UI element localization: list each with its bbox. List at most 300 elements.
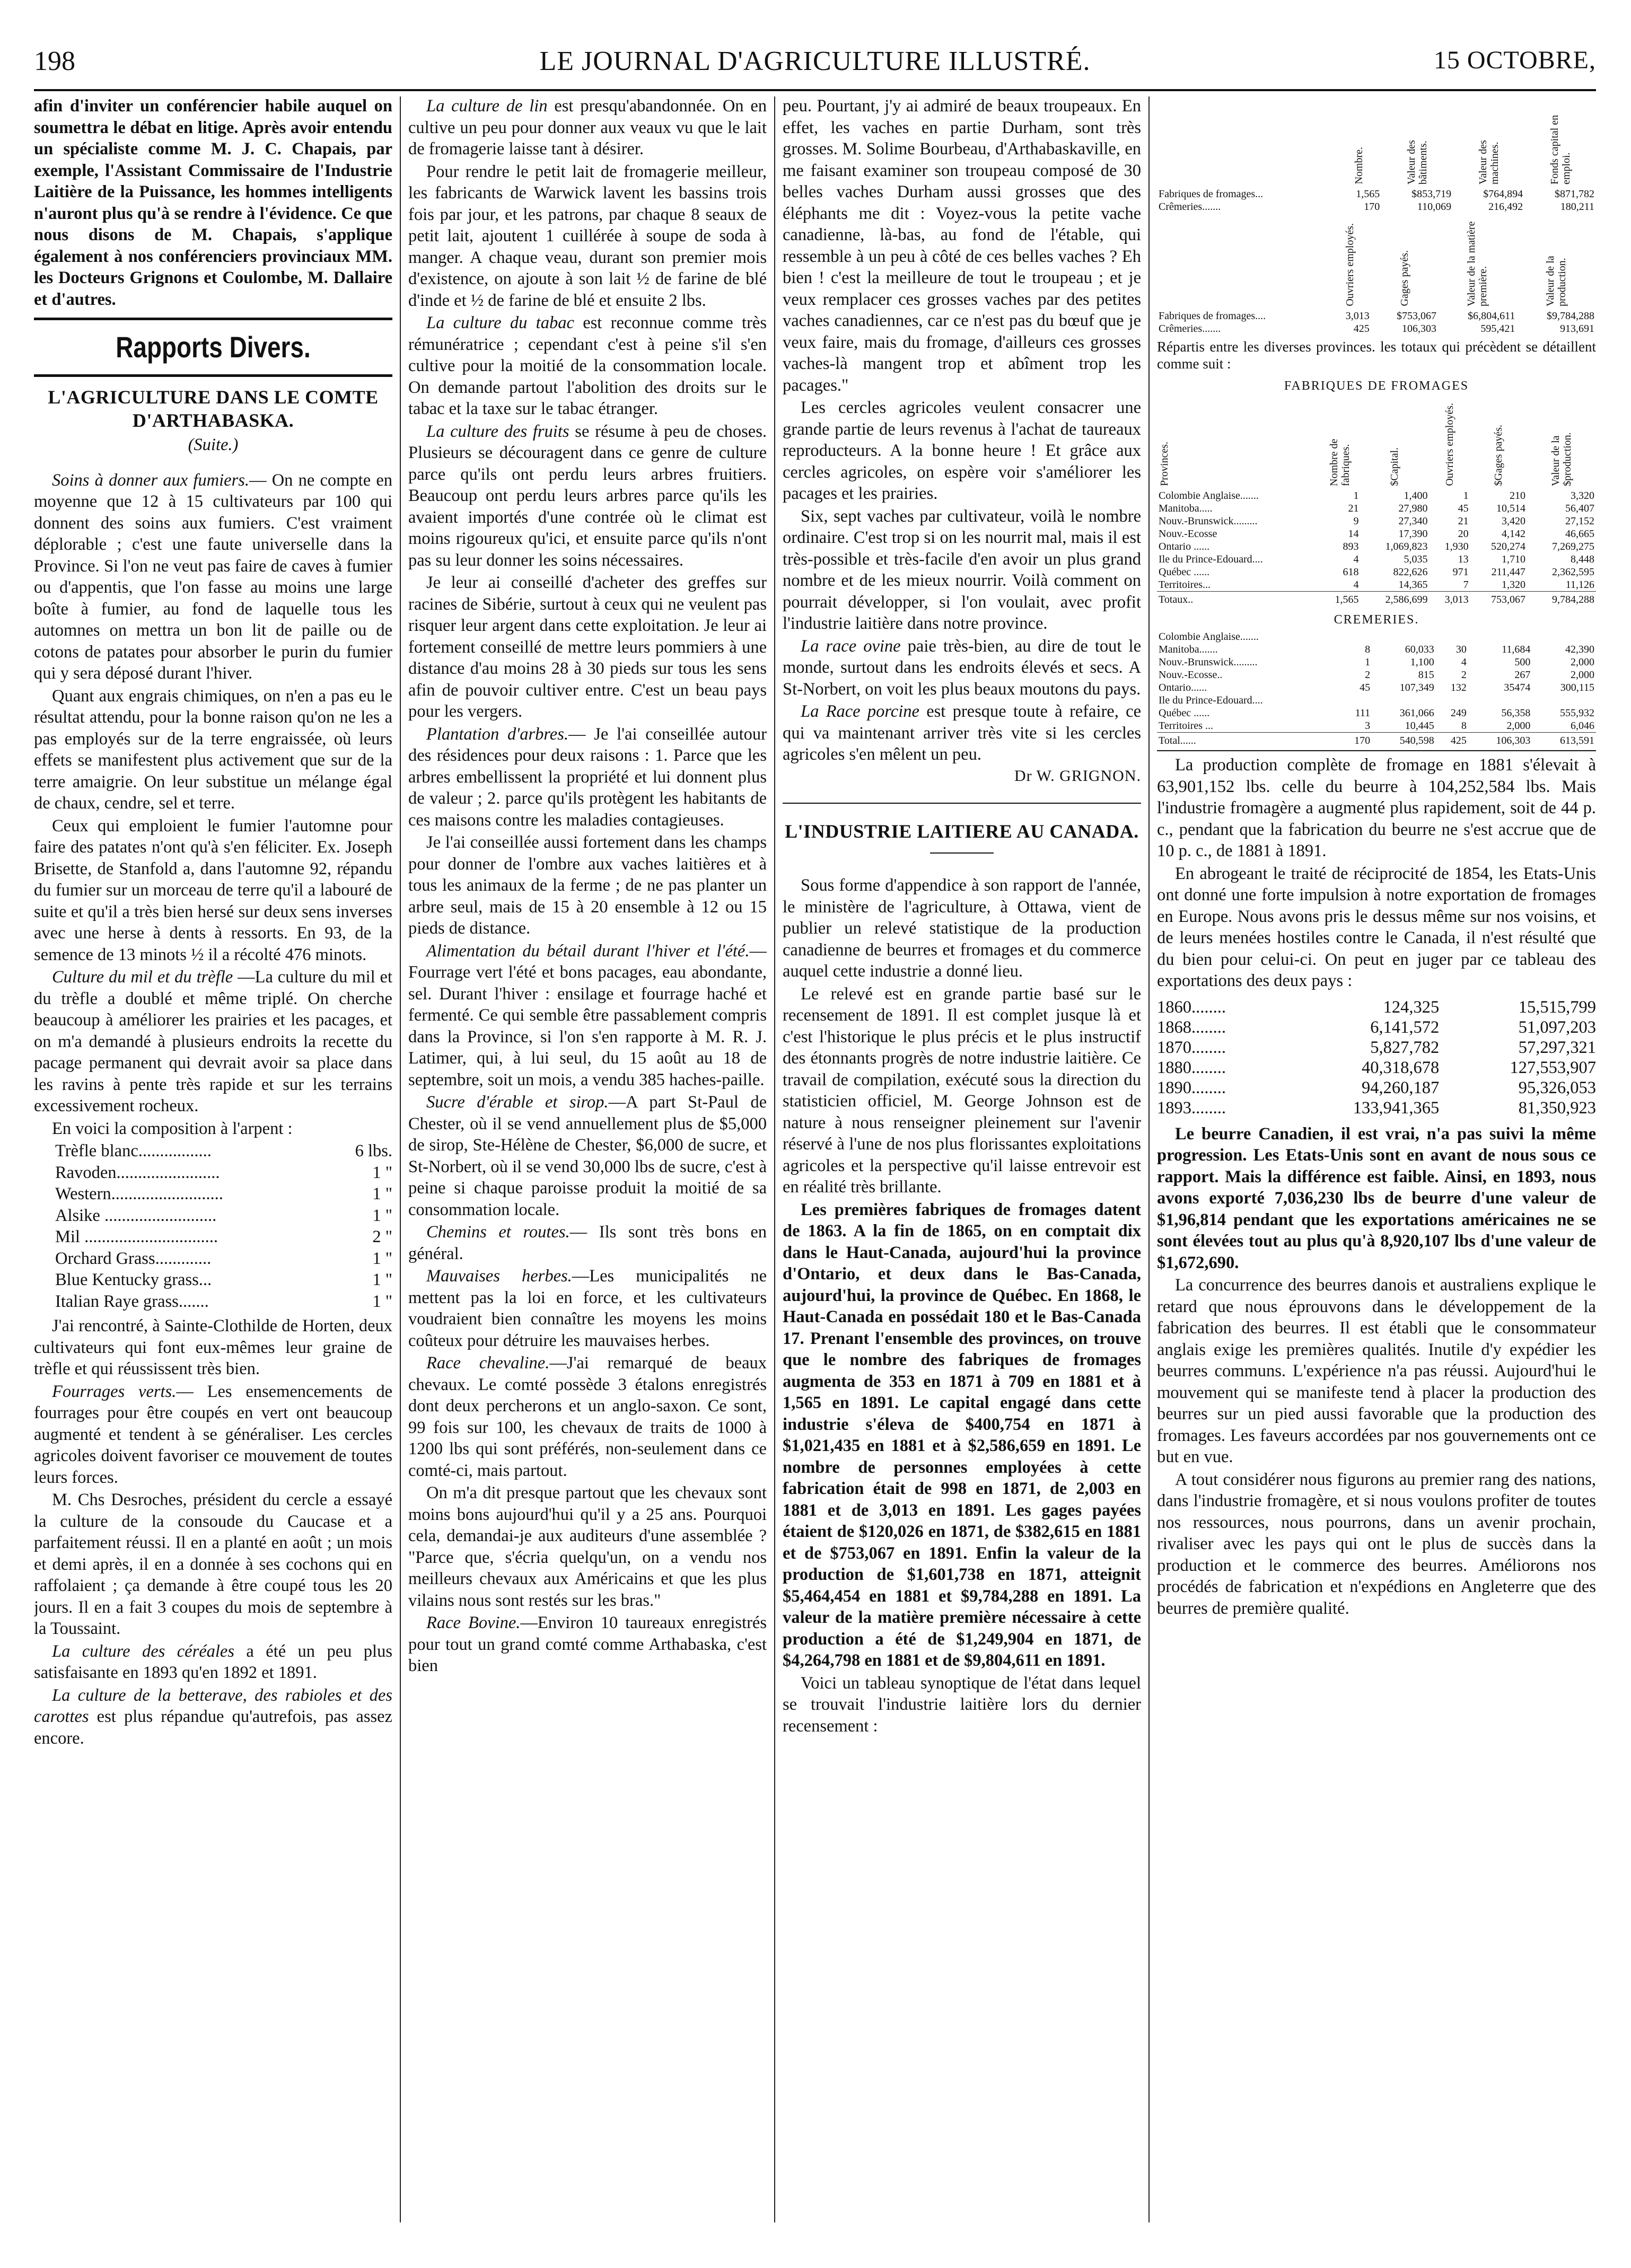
row-label: Québec ...... bbox=[1159, 566, 1210, 578]
table-cell: 249 bbox=[1450, 707, 1467, 719]
table-cell: 35474 bbox=[1504, 682, 1531, 693]
paragraph bbox=[783, 701, 1141, 766]
paragraph-text: —Fourrage vert l'été et bons pacages, eau abondante, sel. Durant l'hiver : ensilage et fourrage haché et fermenté. Ce qui semble être passablement compris dans la Province, si l'on s'en rapporte à M. R. J. Latimer, qui, à lui seul, du 15 août au 18 de septembre, soit un mois, a vendu 385 haches-paille. bbox=[408, 941, 767, 1089]
table-row bbox=[1157, 719, 1596, 733]
run-in-heading: La culture de lin bbox=[426, 96, 548, 116]
table-header-cell bbox=[1516, 217, 1596, 310]
table-cell: 46,665 bbox=[1565, 528, 1594, 540]
table-cell: 500 bbox=[1514, 656, 1531, 668]
paragraph-text: est presqu'abandonnée. On en cultive un peu pour donner aux veaux vu que le lait de fromagerie laisse tant à désirer. bbox=[408, 96, 767, 159]
table-cell: 13 bbox=[1458, 553, 1469, 565]
table-cell: 3,013 bbox=[1429, 591, 1470, 606]
paragraph: Six, sept vaches par cultivateur, voilà le nombre ordinaire. C'est trop si on les nourrit mal, mais il est très-possible et très-facile d'en avoir un plus grand nombre et de les mieux nourrir. Voilà comment on pourrait développer, si l'on voulait, avec profit l'industrie laitière dans notre province. bbox=[783, 506, 1141, 633]
table-row bbox=[1157, 188, 1596, 200]
table-cell: 170 bbox=[1364, 201, 1380, 213]
issue-date: 15 OCTOBRE, bbox=[1433, 46, 1596, 74]
list-item bbox=[55, 1183, 392, 1205]
table-cell: 110,069 bbox=[1417, 201, 1452, 213]
run-in-heading: La culture des céréales bbox=[52, 1641, 235, 1661]
table-row bbox=[1157, 489, 1596, 502]
table-cell: 132 bbox=[1450, 682, 1467, 693]
table-cell: 4 bbox=[1461, 656, 1467, 668]
table-cell: 893 bbox=[1343, 540, 1359, 552]
table-row bbox=[1157, 707, 1596, 719]
table-cell: 2,000 bbox=[1571, 656, 1594, 668]
table-cell: 17,390 bbox=[1398, 528, 1428, 540]
table-cell bbox=[1468, 694, 1532, 707]
run-in-heading: La culture du tabac bbox=[426, 313, 574, 332]
table-cell: 133,941,365 bbox=[1353, 1098, 1440, 1118]
paragraph bbox=[408, 940, 767, 1091]
table-row bbox=[1157, 681, 1596, 694]
table-cell: 106,303 bbox=[1401, 323, 1436, 335]
table-cell: 57,297,321 bbox=[1518, 1038, 1596, 1057]
table-cell: 815 bbox=[1418, 669, 1434, 681]
table-header-cell bbox=[1527, 397, 1596, 489]
column-heading: Nombre de fabriques. bbox=[1328, 438, 1352, 486]
paragraph-text: —Environ 10 taureaux enregistrés pour tout un grand comté comme Arthabaska, c'est bien bbox=[408, 1613, 767, 1675]
paragraph bbox=[408, 1221, 767, 1264]
table-cell: 913,691 bbox=[1560, 323, 1594, 335]
table-cell: $6,804,611 bbox=[1468, 310, 1515, 322]
table-cell: 45 bbox=[1458, 502, 1469, 514]
table-cell: 51,097,203 bbox=[1518, 1017, 1596, 1037]
table-cell bbox=[1468, 630, 1532, 643]
column-rule bbox=[774, 96, 775, 2222]
table-cell: 21 bbox=[1348, 502, 1359, 514]
list-item bbox=[55, 1162, 392, 1184]
table-cell: 81,350,923 bbox=[1518, 1098, 1596, 1118]
page-number: 198 bbox=[34, 46, 75, 76]
table-cell: 2 bbox=[1365, 669, 1371, 681]
paragraph-text: — Ils sont très bons en général. bbox=[408, 1223, 767, 1263]
item-qty: 1 " bbox=[372, 1249, 392, 1268]
table-cell: 425 bbox=[1436, 733, 1468, 748]
column-heading: Gages payés. bbox=[1398, 250, 1410, 306]
paragraph-text: a été un peu plus satisfaisante en 1893 qu'en 1892 et 1891. bbox=[34, 1641, 392, 1682]
paragraph: La concurrence des beurres danois et australiens explique le retard que nous éprouvons dans le développement de la fabrication des beurres. Il est établi que le consommateur anglais exige les premières qualités. Inutile d'y expédier les beurres communs. L'expérience n'a pas réussi. Aujourd'hui le mouvement qui se manifeste tend à placer la production des beurres sur un pied aussi favorable que la production des fromages. Les faveurs accordées par nos gouvernements ont ce but en vue. bbox=[1157, 1276, 1596, 1466]
item-qty: 2 " bbox=[372, 1227, 392, 1246]
table-header-cell bbox=[1371, 217, 1438, 310]
table-row bbox=[1157, 1058, 1596, 1078]
table-header-row bbox=[1157, 397, 1596, 489]
paragraph: Quant aux engrais chimiques, on n'en a pas eu le résultat attendu, pour la bonne raison qu'on ne les a pas employés sur de la terre engraissée, où leurs effets se manifestent plus activement que sur de la terre amaigrie. On leur substitue un mélange égal de chaux, cendre, sel et terre. bbox=[34, 686, 392, 813]
table-cell: 4 bbox=[1353, 578, 1359, 591]
table-row bbox=[1157, 1098, 1596, 1118]
row-label: Ontario...... bbox=[1159, 682, 1207, 693]
row-label: Colombie Anglaise....... bbox=[1159, 631, 1259, 643]
list-item bbox=[55, 1269, 392, 1291]
column-heading: Valeur des machines. bbox=[1477, 140, 1501, 184]
table-cell: 520,274 bbox=[1490, 540, 1525, 552]
table-cell: 20 bbox=[1458, 528, 1469, 540]
item-name: Ravoden........................ bbox=[55, 1163, 220, 1182]
item-qty: 1 " bbox=[372, 1163, 392, 1182]
table-header-row bbox=[1157, 217, 1596, 310]
run-in-heading: Race chevaline. bbox=[426, 1353, 550, 1373]
paragraph bbox=[34, 1685, 392, 1750]
table-cell: $9,784,288 bbox=[1547, 310, 1594, 322]
paragraph-text: — Je l'ai conseillée autour des résidences pour deux raisons : 1. Parce que les arbres embellissent la propriété et lui donnent plus de valeur ; 2. parce qu'ils protègent les habitants de ces maisons contre les maladies contagieuses. bbox=[408, 724, 767, 830]
row-label: Nouv.-Ecosse bbox=[1159, 528, 1217, 540]
header-rule bbox=[34, 89, 1596, 91]
dairy-summary-table-1 bbox=[1157, 95, 1596, 213]
column-3 bbox=[783, 95, 1141, 2237]
article-subtitle: (Suite.) bbox=[188, 435, 239, 454]
section-title: Rapports Divers. bbox=[116, 330, 311, 364]
dairy-summary-table-2 bbox=[1157, 217, 1596, 335]
column-heading: $Gages payés. bbox=[1493, 424, 1505, 486]
table-cell: 170 bbox=[1339, 733, 1372, 748]
table-cell: 540,598 bbox=[1372, 733, 1436, 748]
column-heading: Ouvriers employés. bbox=[1444, 402, 1456, 486]
table-cell: 1,565 bbox=[1319, 591, 1360, 606]
table-cell: 1,710 bbox=[1501, 553, 1525, 565]
table-row bbox=[1157, 997, 1596, 1017]
paragraph: Ceux qui emploient le fumier l'automne pour faire des patates n'ont qu'à s'en féliciter. Ex. Joseph Brisette, de Stanfold a, dans l'automne 92, répandu du fumier sur un morceau de terre qu'il a labouré de suite et qu'il a très bien hersé sur deux sens inverses avec une herse à dents à ressorts. En 93, de la semence de 13 minots ½ il a récolté 476 minots. bbox=[34, 816, 392, 964]
paragraph bbox=[408, 1612, 767, 1677]
table-cell: 1,565 bbox=[1356, 188, 1380, 200]
table-cell: 613,591 bbox=[1532, 733, 1596, 748]
run-in-heading: Sucre d'érable et sirop. bbox=[426, 1093, 609, 1112]
paragraph: Les cercles agricoles veulent consacrer une grande partie de leurs revenus à l'achat de taureaux reproducteurs. A la bonne heure ! Et grâce aux cercles agricoles, on espère voir s'améliorer les pacages et les prairies. bbox=[783, 398, 1141, 503]
year-cell: 1893........ bbox=[1157, 1098, 1226, 1118]
table-row bbox=[1157, 669, 1596, 681]
article-title: L'AGRICULTURE DANS LE COMTE D'ARTHABASKA. bbox=[48, 386, 379, 431]
paragraph: Sous forme d'appendice à son rapport de l'année, le ministère de l'agriculture, à Ottawa, vient de publier un relevé statistique de la production canadienne de beurres et fromages et du commerce auquel cette industrie a donné lieu. bbox=[783, 876, 1141, 981]
item-name: Blue Kentucky grass... bbox=[55, 1270, 212, 1289]
table-cell: 9,784,288 bbox=[1527, 591, 1596, 606]
table-cell: 1,320 bbox=[1501, 578, 1525, 591]
creameries-table bbox=[1157, 630, 1596, 747]
table-cell: 267 bbox=[1514, 669, 1531, 681]
run-in-heading: La culture des fruits bbox=[426, 421, 569, 441]
list-item bbox=[55, 1248, 392, 1270]
table-cell: 42,390 bbox=[1565, 644, 1594, 655]
table-header-cell bbox=[1381, 95, 1453, 188]
paragraph: Les premières fabriques de fromages datent de 1863. A la fin de 1865, on en comptait dix dans le Haut-Canada, aujourd'hui la province d'Ontario, et deux dans le Bas-Canada, aujourd'hui, la province de Québec. En 1868, le Haut-Canada en possédait 180 et le Bas-Canada 17. Prenant l'ensemble des provinces, on trouve que le nombre des fabriques de fromages augmenta de 353 en 1871 à 709 en 1881 et à 1,565 en 1891. Le capital engagé dans cette industrie s'éleva de $400,754 en 1871 à $1,021,435 en 1881 et à $2,586,659 en 1891. Le nombre de personnes employées à cette fabrication était de 998 en 1871, de 2,003 en 1881 et de 3,013 en 1891. Les gages payées étaient de $120,026 en 1871, de $382,615 en 1881 et de $753,067 en 1891. Enfin la valeur de la production de $1,601,738 en 1871, atteignit $5,464,454 en 1881 et $9,784,288 en 1891. La valeur de la matière première nécessaire à cette production a été de $1,249,904 en 1871, de $4,264,798 en 1881 et de $9,804,611 en 1891. bbox=[783, 1200, 1141, 1670]
table-row bbox=[1157, 694, 1596, 707]
title-rule bbox=[930, 852, 994, 854]
year-cell: 1890........ bbox=[1157, 1078, 1226, 1097]
table-cell: 971 bbox=[1452, 566, 1469, 578]
paragraph bbox=[34, 470, 392, 684]
row-label: Nouv.-Brunswick......... bbox=[1159, 656, 1258, 668]
run-in-heading: Fourrages verts. bbox=[52, 1382, 177, 1401]
row-label: Ile du Prince-Edouard.... bbox=[1159, 695, 1263, 706]
paragraph: Pour rendre le petit lait de fromagerie meilleur, les fabricants de Warwick lavent les bassins trois fois par jour, et les patrons, par chaque 8 seaux de petit lait, ajoutent 1 cuillérée à soupe de soda à manger. A chaque veau, durant son premier mois d'existence, on ajoute à son lait ½ de farine de blé d'inde et ½ de farine de blé et ensuite 2 lbs. bbox=[408, 162, 767, 310]
table-cell: 216,492 bbox=[1488, 201, 1523, 213]
run-in-heading: Alimentation du bétail durant l'hiver et l'été. bbox=[426, 941, 750, 961]
table-header-cell bbox=[1438, 217, 1516, 310]
paragraph bbox=[408, 95, 767, 160]
table-cell: $764,894 bbox=[1483, 188, 1523, 200]
table-row bbox=[1157, 502, 1596, 515]
table-header-cell bbox=[1429, 397, 1470, 489]
table-cell bbox=[1436, 630, 1468, 643]
table-cell: 95,326,053 bbox=[1518, 1078, 1596, 1097]
table-cell bbox=[1532, 630, 1596, 643]
paragraph: Je leur ai conseillé d'acheter des greffes sur racines de Sibérie, surtout à ceux qui ne veulent pas risquer leur argent dans cette exploitation. Je leur ai fortement conseillé de mettre leurs pommiers à une distance d'au moins 28 à 30 pieds sur tous les sens afin de pouvoir cultiver entre. C'est un beau pays pour les vergers. bbox=[408, 573, 767, 721]
list-item bbox=[55, 1226, 392, 1248]
item-name: Italian Raye grass....... bbox=[55, 1291, 209, 1311]
table-cell: 14 bbox=[1348, 528, 1359, 540]
paragraph-text: est plus répandue qu'autrefois, pas assez encore. bbox=[34, 1707, 392, 1748]
column-rule bbox=[1148, 96, 1150, 2222]
table-cell: 595,421 bbox=[1480, 323, 1515, 335]
row-label: Québec ...... bbox=[1159, 707, 1210, 719]
table-cell: 822,626 bbox=[1393, 566, 1428, 578]
table-header-cell bbox=[1360, 397, 1429, 489]
table-cell: 106,303 bbox=[1468, 733, 1532, 748]
table-cell: 124,325 bbox=[1383, 997, 1440, 1017]
seed-mix-list bbox=[55, 1140, 392, 1312]
table-header-cell bbox=[1157, 95, 1336, 188]
paragraph-text: —A part St-Paul de Chester, où il se vend annuellement plus de $5,000 de sirop, Ste-Hélène de Chester, $6,000 de sucre, et St-Norbert, où il se vend 30,000 lbs de sucre, c'est à peine si chaque paroisse produit la moitié de sa consommation locale. bbox=[408, 1093, 767, 1219]
item-qty: 1 " bbox=[372, 1184, 392, 1203]
table-cell: 1,100 bbox=[1410, 656, 1434, 668]
section-rule bbox=[34, 318, 392, 320]
table-cell: 10,514 bbox=[1496, 502, 1525, 514]
table-cell: 6,046 bbox=[1571, 720, 1594, 732]
paragraph: Répartis entre les diverses provinces. les totaux qui précèdent se détaillent comme suit : bbox=[1157, 339, 1596, 372]
table-cell: 15,515,799 bbox=[1518, 997, 1596, 1017]
row-label: Manitoba....... bbox=[1159, 644, 1218, 655]
table-cell: 180,211 bbox=[1560, 201, 1594, 213]
journal-title: LE JOURNAL D'AGRICULTURE ILLUSTRÉ. bbox=[539, 46, 1091, 76]
paragraph-text: est reconnue comme très rémunératrice ; cependant c'est à peine s'il s'en cultive pour la moitié de la consommation locale. On demande partout l'abolition des droits sur le tabac et la taxe sur le tabac étranger. bbox=[408, 313, 767, 418]
run-in-heading: Soins à donner aux fumiers. bbox=[52, 470, 250, 490]
table-cell: 111 bbox=[1355, 707, 1371, 719]
row-label: Ontario ...... bbox=[1159, 540, 1210, 552]
paragraph bbox=[408, 312, 767, 420]
column-heading: Valeur des bâtiments. bbox=[1405, 140, 1429, 184]
row-label: Totaux.. bbox=[1157, 591, 1319, 606]
table-row bbox=[1157, 1038, 1596, 1058]
column-heading: Valeur de la production. bbox=[1545, 256, 1568, 306]
table-cell: 27,152 bbox=[1565, 515, 1594, 527]
table-cell: 30 bbox=[1455, 644, 1467, 655]
year-cell: 1880........ bbox=[1157, 1058, 1226, 1077]
paragraph bbox=[408, 1352, 767, 1481]
table-header-cell bbox=[1524, 95, 1596, 188]
table-cell: 3,320 bbox=[1571, 489, 1594, 502]
table-cell: 14,365 bbox=[1398, 578, 1428, 591]
run-in-heading: Plantation d'arbres. bbox=[426, 724, 568, 744]
row-label: Nouv.-Ecosse.. bbox=[1159, 669, 1223, 681]
run-in-heading: Chemins et routes. bbox=[426, 1223, 570, 1242]
item-name: Trèfle blanc................. bbox=[55, 1141, 212, 1161]
run-in-heading: La race ovine bbox=[801, 636, 901, 656]
list-item bbox=[55, 1291, 392, 1313]
table-cell: 2,000 bbox=[1571, 669, 1594, 681]
list-item bbox=[55, 1140, 392, 1162]
table-cell: 40,318,678 bbox=[1362, 1058, 1440, 1077]
table-cell: 45 bbox=[1360, 682, 1371, 693]
table-cell bbox=[1339, 630, 1372, 643]
table-row bbox=[1157, 540, 1596, 553]
table-cell: $853,719 bbox=[1411, 188, 1452, 200]
table-cell bbox=[1436, 694, 1468, 707]
table-cell: 4 bbox=[1353, 553, 1359, 565]
table-cell: 211,447 bbox=[1491, 566, 1525, 578]
table-cell: 8 bbox=[1461, 720, 1467, 732]
table-row bbox=[1157, 566, 1596, 578]
paragraph-text: —Les municipalités ne mettent pas la loi en force, et les cultivateurs voudraient bien connaître les moyens les moins coûteux pour détruire les mauvaises herbes. bbox=[408, 1267, 767, 1350]
table-total-row bbox=[1157, 591, 1596, 606]
table-header-cell bbox=[1470, 397, 1527, 489]
table-cell: 5,827,782 bbox=[1370, 1038, 1440, 1057]
table-cell: 7,269,275 bbox=[1552, 540, 1594, 552]
paragraph: On m'a dit presque partout que les chevaux sont moins bons aujourd'hui qu'il y a 25 ans. Pourquoi cela, demandai-je aux auditeurs d'une assemblée ? "Parce que, s'écria quelqu'un, on a vendu nos meilleurs chevaux aux Américains et que les plus vilains nous sont restés sur les bras." bbox=[408, 1483, 767, 1610]
paragraph-text: —J'ai remarqué de beaux chevaux. Le comté possède 3 étalons enregistrés dont deux percherons et un anglo-saxon. Ce sont, 99 fois sur 100, les chevaux de traits de 1000 à 1200 lbs qui sont préférés, non-seulement dans ce comté-ci, mais partout. bbox=[408, 1353, 767, 1480]
table-cell: 2 bbox=[1461, 669, 1467, 681]
table-cell: 361,066 bbox=[1399, 707, 1434, 719]
paragraph-text: — Les ensemencements de fourrages pour être coupés en vert ont beaucoup augmenté et tendent à se généraliser. Les cercles agricoles doivent favoriser ce mouvement de toutes leurs forces. bbox=[34, 1382, 392, 1487]
column-heading: $Capital. bbox=[1389, 447, 1401, 486]
item-qty: 1 " bbox=[372, 1270, 392, 1289]
run-in-heading: Race Bovine. bbox=[426, 1613, 521, 1632]
run-in-heading: La Race porcine bbox=[801, 702, 919, 721]
table-cell: 10,445 bbox=[1405, 720, 1434, 732]
table-cell: 60,033 bbox=[1405, 644, 1434, 655]
table-cell: 210 bbox=[1509, 489, 1525, 502]
paragraph-text: se résume à peu de choses. Plusieurs se découragent dans ce genre de culture parce qu'ils ont perdu leurs arbres fruitiers. Beaucoup ont perdu leurs arbres parce qu'ils les avaient importés d'une contrée où le climat est moins rigoureux qu'ici, et ensuite parce qu'ils n'ont pas su leur donner les soins nécessaires. bbox=[408, 421, 767, 570]
column-rule bbox=[400, 96, 401, 2222]
item-qty: 6 lbs. bbox=[355, 1141, 392, 1161]
paragraph: En abrogeant le traité de réciprocité de 1854, les Etats-Unis ont donné une forte impulsion à notre exportation de fromages en Europe. Nous avons pris le dessus même sur nos voisins, et de leurs menées hostiles contre le Canada, il n'est résulté que du bien pour celui-ci. On peut en juger par ce tableau des exportations des deux pays : bbox=[1157, 864, 1596, 990]
row-label: Colombie Anglaise....... bbox=[1159, 489, 1259, 502]
table-cell: 1 bbox=[1463, 489, 1469, 502]
paragraph-text: est presque toute à refaire, ce qui va maintenant arriver très vite si les cercles agricoles s'en mêlent un peu. bbox=[783, 702, 1141, 764]
item-qty: 1 " bbox=[372, 1206, 392, 1225]
table-cell: 56,407 bbox=[1565, 502, 1594, 514]
paragraph: La production complète de fromage en 1881 s'élevait à 63,901,152 lbs. celle du beurre à 104,252,584 lbs. Mais l'industrie fromagère a augmenté plus rapidement, soit de 44 p. c., pendant que la fabrication du beurre ne s'est accrue que de 10 p. c., de 1881 à 1891. bbox=[1157, 755, 1596, 860]
table-cell: 27,980 bbox=[1398, 502, 1428, 514]
table-cell: 6,141,572 bbox=[1370, 1017, 1440, 1037]
table-cell bbox=[1372, 694, 1436, 707]
table-cell bbox=[1339, 694, 1372, 707]
table-header-cell bbox=[1319, 397, 1360, 489]
paragraph bbox=[34, 966, 392, 1117]
paragraph: peu. Pourtant, j'y ai admiré de beaux troupeaux. En effet, les vaches en partie Durham, sont très grosses. M. Solime Bourbeau, d'Arthabaskaville, en me faisant examiner son troupeau composé de 30 belles vaches Durham aussi grosses que des éléphants me dit : Voyez-vous la petite vache canadienne, là-bas, au fond de l'étable, qui ressemble à un peu à côté de ces belles vaches ? Eh bien ! c'est la meilleure de tout le troupeau ; et je veux remplacer ces grosses vaches par des petites vaches canadiennes, car ce n'est pas du bœuf que je veux faire, mais du fromage, d'ailleurs ces grosses vaches-là mangent trop et abîment trop les pacages." bbox=[783, 96, 1141, 395]
running-head bbox=[34, 41, 1596, 84]
item-name: Western.......................... bbox=[55, 1184, 223, 1203]
table-cell: 618 bbox=[1343, 566, 1359, 578]
year-cell: 1868........ bbox=[1157, 1017, 1226, 1037]
table-row bbox=[1157, 200, 1596, 213]
column-heading: Provinces. bbox=[1159, 441, 1170, 486]
table-cell: 1 bbox=[1365, 656, 1371, 668]
table-cell: 1,930 bbox=[1444, 540, 1469, 552]
table-header-cell bbox=[1157, 397, 1319, 489]
row-label: Nouv.-Brunswick......... bbox=[1159, 515, 1258, 527]
paragraph bbox=[34, 1641, 392, 1684]
table-cell: 1,400 bbox=[1404, 489, 1428, 502]
table-cell: 21 bbox=[1458, 515, 1469, 527]
column-1 bbox=[34, 95, 392, 2237]
row-label: Manitoba..... bbox=[1159, 502, 1213, 514]
table-cell: 425 bbox=[1353, 323, 1370, 335]
table-row bbox=[1157, 515, 1596, 528]
paragraph-text: — On ne compte en moyenne que 12 à 15 cultivateurs par 100 qui donnent des soins aux fumiers. C'est vraiment déplorable ; c'est une faute universelle dans la Province. Si l'on ne veut pas faire de caves à fumier ou d'appentis, que l'on fasse au moins une large boîte à fumier, au fond de laquelle tous les automnes on mettra un bon lit de paille ou de cotons de patates pour absorber le purin du fumier qui y sera déposé durant l'hiver. bbox=[34, 470, 392, 683]
paragraph bbox=[408, 724, 767, 831]
row-label: Ile du Prince-Edouard.... bbox=[1159, 553, 1263, 565]
paragraph: Le relevé est en grande partie basé sur le recensement de 1891. Il est complet jusque là et c'est l'historique le plus précis et le plus instructif des étonnants progrès de notre industrie laitière. Ce travail de compilation, exécuté sous la direction du statisticien officiel, M. George Johnson est de nature à nous renseigner pleinement sur l'avenir réservé à l'une de nos plus florissantes exploitations agricoles et la perspective qu'il laisse entrevoir est en réalité très brillante. bbox=[783, 984, 1141, 1197]
table-cell: 1 bbox=[1353, 489, 1359, 502]
table-header-cell bbox=[1453, 95, 1524, 188]
run-in-heading: Mauvaises herbes. bbox=[426, 1267, 572, 1286]
column-heading: Nombre. bbox=[1353, 147, 1365, 184]
paragraph bbox=[408, 1092, 767, 1220]
table-cell: 4,142 bbox=[1501, 528, 1525, 540]
table-cell: 56,358 bbox=[1501, 707, 1531, 719]
table-cell: 94,260,187 bbox=[1362, 1078, 1440, 1097]
table-cell: $871,782 bbox=[1555, 188, 1594, 200]
paragraph: En voici la composition à l'arpent : bbox=[52, 1119, 293, 1138]
table-cell: 7 bbox=[1463, 578, 1469, 591]
table-row bbox=[1157, 1078, 1596, 1098]
table-cell bbox=[1532, 694, 1596, 707]
column-heading: Fonds capital en emploi. bbox=[1548, 115, 1572, 184]
row-label: Crêmeries....... bbox=[1159, 201, 1221, 213]
table-cell: 753,067 bbox=[1470, 591, 1527, 606]
column-heading: Valeur de la matière première. bbox=[1466, 221, 1489, 306]
article-title: L'INDUSTRIE LAITIERE AU CANADA. bbox=[785, 821, 1139, 842]
paragraph: J'ai rencontré, à Sainte-Clothilde de Horten, deux cultivateurs qui font eux-mêmes leur graine de trèfle et qui réussissent très bien. bbox=[34, 1316, 392, 1378]
paragraph: M. Chs Desroches, président du cercle a essayé la culture de la consoude du Caucase et a parfaitement réussi. Il en a planté en août ; un mois et demi après, il en a donnée à ses cochons qui en raffolaient ; ça demande à être coupé tous les 20 jours. Il en a fait 3 coupes du mois de septembre à la Toussaint. bbox=[34, 1490, 392, 1638]
table-caption: CREMERIES. bbox=[1334, 612, 1419, 627]
table-row bbox=[1157, 656, 1596, 669]
column-heading: Valeur de la $production. bbox=[1549, 432, 1573, 486]
row-label: Fabriques de fromages... bbox=[1159, 188, 1264, 200]
table-row bbox=[1157, 528, 1596, 540]
table-cell: 1,069,823 bbox=[1385, 540, 1428, 552]
table-cell: 2,586,699 bbox=[1360, 591, 1429, 606]
table-cell: 11,684 bbox=[1502, 644, 1531, 655]
table-cell bbox=[1372, 630, 1436, 643]
table-cell: 2,000 bbox=[1506, 720, 1531, 732]
exports-by-year-table bbox=[1157, 997, 1596, 1118]
paragraph: Je l'ai conseillée aussi fortement dans les champs pour donner de l'ombre aux vaches laitières et à tous les animaux de la ferme ; de ne pas planter un arbre seul, mais de 15 à 20 ensemble à 12 ou 15 pieds de distance. bbox=[408, 833, 767, 938]
row-label: Territoires ... bbox=[1159, 720, 1214, 732]
row-label: Fabriques de fromages.... bbox=[1159, 310, 1266, 322]
paragraph bbox=[408, 1265, 767, 1351]
row-label: Crêmeries....... bbox=[1159, 323, 1221, 335]
table-row bbox=[1157, 643, 1596, 656]
item-name: Mil ............................... bbox=[55, 1227, 218, 1246]
table-cell: 3 bbox=[1365, 720, 1371, 732]
paragraph: afin d'inviter un conférencier habile auquel on soumettra le débat en litige. Après avoir entendu un spécialiste comme M. J. C. Chapais, par exemple, l'Assistant Commissaire de l'Industrie Laitière de la Puissance, les hommes intelligents n'auront plus qu'à se rendre à l'évidence. Ce que nous disons de M. Chapais, s'applique également à nos conférenciers provinciaux MM. les Docteurs Grignons et Coulombe, M. Dallaire et d'autres. bbox=[34, 96, 392, 309]
table-cell: 8,448 bbox=[1571, 553, 1594, 565]
table-caption: FABRIQUES DE FROMAGES bbox=[1284, 379, 1469, 393]
table-cell: 11,126 bbox=[1565, 578, 1594, 591]
column-4 bbox=[1157, 95, 1596, 2237]
item-name: Alsike .......................... bbox=[55, 1206, 217, 1225]
table-row bbox=[1157, 1017, 1596, 1038]
table-cell: 555,932 bbox=[1560, 707, 1594, 719]
paragraph bbox=[34, 1381, 392, 1489]
table-rule bbox=[1157, 750, 1596, 751]
paragraph: Le beurre Canadien, il est vrai, n'a pas suivi la même progression. Les Etats-Unis sont en avant de nous sous ce rapport. Mais la différence est faible. Ainsi, en 1893, nous avons exporté 7,036,230 lbs de beurre d'une valeur de $1,96,814 pendant que les exportations américaines ne se sont élevées tout au plus qu'à 8,920,107 lbs d'une valeur de $1,672,690. bbox=[1157, 1124, 1596, 1272]
year-cell: 1860........ bbox=[1157, 997, 1226, 1017]
table-cell: 127,553,907 bbox=[1510, 1058, 1596, 1077]
section-rule bbox=[783, 803, 1141, 804]
column-heading: Ouvriers employés. bbox=[1344, 223, 1356, 306]
table-row bbox=[1157, 310, 1596, 322]
run-in-heading: La culture de la betterave, des rabioles et des carottes bbox=[34, 1685, 392, 1726]
signature: Dr W. GRIGNON. bbox=[1014, 767, 1141, 785]
